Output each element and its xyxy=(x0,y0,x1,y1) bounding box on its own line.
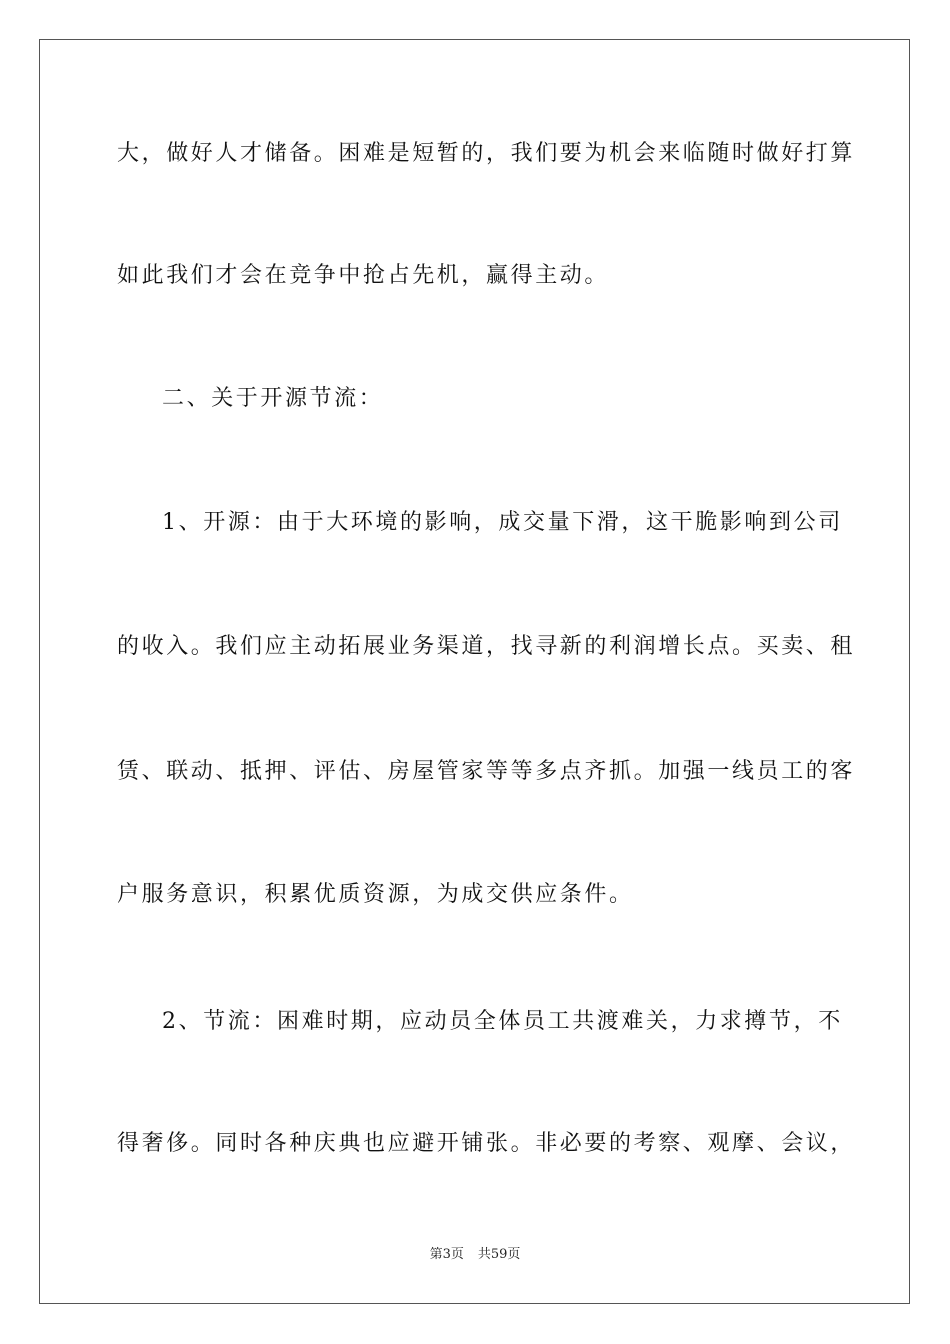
item2-line-1: 2、节流：困难时期，应动员全体员工共渡难关，力求撙节，不 xyxy=(162,1009,843,1034)
item1-line-3: 赁、联动、抵押、评估、房屋管家等等多点齐抓。加强一线员工的客 xyxy=(117,759,856,784)
page-number: 第3页 xyxy=(429,1247,464,1262)
text-line-2: 如此我们才会在竞争中抢占先机，赢得主动。 xyxy=(117,263,610,288)
text-line-1: 大，做好人才储备。困难是短暂的，我们要为机会来临随时做好打算 xyxy=(117,141,856,166)
item1-line-1: 1、开源：由于大环境的影响，成交量下滑，这干脆影响到公司 xyxy=(162,510,843,535)
page-frame xyxy=(39,39,910,1304)
item2-line-2: 得奢侈。同时各种庆典也应避开铺张。非必要的考察、观摩、会议， xyxy=(117,1131,856,1156)
page-footer xyxy=(0,1245,950,1265)
section-heading: 二、关于开源节流： xyxy=(162,386,384,411)
item1-line-4: 户服务意识，积累优质资源，为成交供应条件。 xyxy=(117,882,634,907)
item1-line-2: 的收入。我们应主动拓展业务渠道，找寻新的利润增长点。买卖、租 xyxy=(117,634,856,659)
page-total: 共59页 xyxy=(477,1247,521,1262)
